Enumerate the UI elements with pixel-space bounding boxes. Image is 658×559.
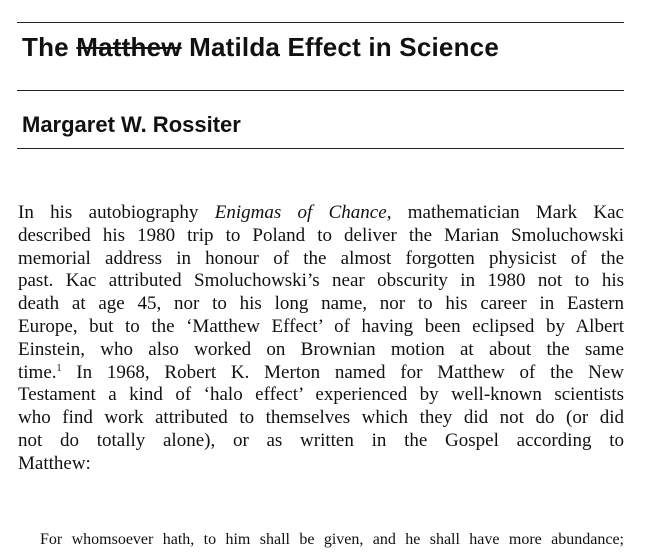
footnote-marker: 1: [56, 362, 62, 374]
title-struck-word: Matthew: [76, 32, 182, 62]
top-rule: [17, 22, 624, 23]
body-line-8b: In 1968, Robert K. Merton named for Matthew of the New: [61, 361, 624, 383]
body-paragraph: [18, 202, 624, 476]
title-rest: Matilda Effect in Science: [189, 32, 499, 62]
body-line-1b: , mathematician Mark Kac: [386, 202, 624, 223]
body-line: [18, 362, 624, 385]
body-line: past. Kac attributed Smoluchowski’s near obscurity in 1980 not to his: [18, 270, 624, 292]
body-line: [18, 202, 624, 225]
quote-line: For whomsoever hath, to him shall be given, and he shall have more abundance;: [40, 531, 624, 548]
body-line: who find work attributed to themselves which they did not do (or did: [18, 407, 624, 429]
title-word-the: The: [22, 32, 69, 62]
body-line: not do totally alone), or as written in the Gospel according to: [18, 429, 624, 451]
body-line: Einstein, who also worked on Brownian motion at about the same: [18, 338, 624, 360]
article-title: [22, 32, 499, 63]
body-line: Europe, but to the ‘Matthew Effect’ of having been eclipsed by Albert: [18, 315, 624, 337]
body-line-8a: time.: [18, 361, 57, 383]
book-title-italic: Enigmas of Chance: [214, 202, 387, 223]
body-line: Matthew:: [18, 452, 91, 474]
body-line: death at age 45, nor to his long name, nor to his career in Eastern: [18, 293, 624, 315]
body-line: memorial address in honour of the almost forgotten physicist of the: [18, 247, 624, 269]
author-name: Margaret W. Rossiter: [22, 112, 241, 137]
author-rule: [17, 148, 624, 149]
title-rule: [17, 90, 624, 91]
block-quote: [40, 530, 624, 550]
body-line: described his 1980 trip to Poland to deliver the Marian Smoluchowski: [18, 224, 624, 246]
body-line-1a: In his autobiography: [18, 202, 215, 223]
body-line: Testament a kind of ‘halo effect’ experienced by well-known scientists: [18, 384, 624, 406]
